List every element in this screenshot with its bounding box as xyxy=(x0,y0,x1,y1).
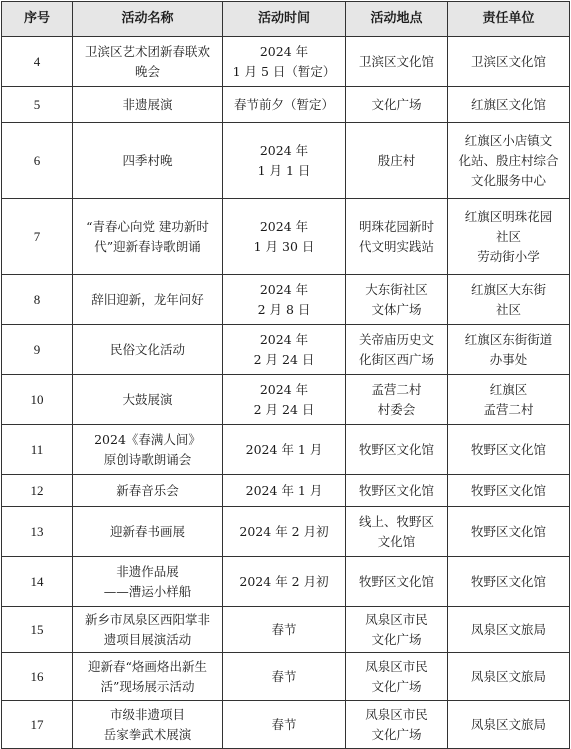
activity-name-cell: 非遗作品展 ——漕运小样船 xyxy=(73,557,223,607)
table-row xyxy=(2,123,570,199)
responsible-unit-cell: 牧野区文化馆 xyxy=(448,475,570,507)
activity-location-cell: 牧野区文化馆 xyxy=(346,425,448,475)
header-activity-time: 活动时间 xyxy=(223,2,346,37)
row-index-cell: 11 xyxy=(2,425,73,475)
responsible-unit-cell: 红旗区大东街 社区 xyxy=(448,275,570,325)
row-index-cell: 13 xyxy=(2,507,73,557)
row-index-cell: 7 xyxy=(2,199,73,275)
row-index-cell: 14 xyxy=(2,557,73,607)
responsible-unit-cell: 牧野区文化馆 xyxy=(448,557,570,607)
activity-location-cell: 凤泉区市民 文化广场 xyxy=(346,701,448,749)
activity-time-cell: 春节前夕（暂定） xyxy=(223,87,346,123)
activity-name-cell: 新乡市凤泉区西阳掌非 遗项目展演活动 xyxy=(73,607,223,653)
table-row xyxy=(2,701,570,749)
row-index-cell: 15 xyxy=(2,607,73,653)
table-row xyxy=(2,275,570,325)
activity-table xyxy=(1,1,570,749)
header-activity-name: 活动名称 xyxy=(73,2,223,37)
activity-name-cell: 辞旧迎新，龙年问好 xyxy=(73,275,223,325)
table-row xyxy=(2,199,570,275)
row-index-cell: 5 xyxy=(2,87,73,123)
table-row xyxy=(2,557,570,607)
activity-location-cell: 牧野区文化馆 xyxy=(346,557,448,607)
activity-location-cell: 卫滨区文化馆 xyxy=(346,37,448,87)
activity-name-cell: 民俗文化活动 xyxy=(73,325,223,375)
responsible-unit-cell: 红旗区文化馆 xyxy=(448,87,570,123)
activity-time-cell: 2024 年 2 月初 xyxy=(223,507,346,557)
table-row xyxy=(2,37,570,87)
row-index-cell: 4 xyxy=(2,37,73,87)
header-index: 序号 xyxy=(2,2,73,37)
activity-time-cell: 2024 年 2 月初 xyxy=(223,557,346,607)
activity-name-cell: 大鼓展演 xyxy=(73,375,223,425)
activity-location-cell: 凤泉区市民 文化广场 xyxy=(346,653,448,701)
activity-time-cell: 春节 xyxy=(223,607,346,653)
table-row xyxy=(2,425,570,475)
responsible-unit-cell: 牧野区文化馆 xyxy=(448,507,570,557)
activity-time-cell: 2024 年 2 月 24 日 xyxy=(223,375,346,425)
activity-time-cell: 2024 年 1 月 5 日（暂定） xyxy=(223,37,346,87)
activity-location-cell: 文化广场 xyxy=(346,87,448,123)
row-index-cell: 17 xyxy=(2,701,73,749)
responsible-unit-cell: 红旗区 孟营二村 xyxy=(448,375,570,425)
table-row xyxy=(2,475,570,507)
table-row xyxy=(2,653,570,701)
table-row xyxy=(2,375,570,425)
activity-time-cell: 2024 年 1 月 30 日 xyxy=(223,199,346,275)
activity-location-cell: 孟营二村 村委会 xyxy=(346,375,448,425)
responsible-unit-cell: 凤泉区文旅局 xyxy=(448,653,570,701)
activity-location-cell: 殷庄村 xyxy=(346,123,448,199)
activity-location-cell: 线上、牧野区 文化馆 xyxy=(346,507,448,557)
activity-time-cell: 春节 xyxy=(223,701,346,749)
responsible-unit-cell: 凤泉区文旅局 xyxy=(448,701,570,749)
responsible-unit-cell: 牧野区文化馆 xyxy=(448,425,570,475)
row-index-cell: 12 xyxy=(2,475,73,507)
table-row xyxy=(2,607,570,653)
activity-location-cell: 大东街社区 文体广场 xyxy=(346,275,448,325)
activity-time-cell: 2024 年 1 月 xyxy=(223,425,346,475)
responsible-unit-cell: 凤泉区文旅局 xyxy=(448,607,570,653)
table-row xyxy=(2,87,570,123)
activity-name-cell: 迎新春“烙画烙出新生 活”现场展示活动 xyxy=(73,653,223,701)
activity-name-cell: 市级非遗项目 岳家拳武术展演 xyxy=(73,701,223,749)
header-activity-location: 活动地点 xyxy=(346,2,448,37)
row-index-cell: 9 xyxy=(2,325,73,375)
activity-name-cell: 非遗展演 xyxy=(73,87,223,123)
table-header-row xyxy=(2,2,570,37)
activity-name-cell: 2024《春满人间》 原创诗歌朗诵会 xyxy=(73,425,223,475)
activity-name-cell: 卫滨区艺术团新春联欢 晚会 xyxy=(73,37,223,87)
activity-location-cell: 牧野区文化馆 xyxy=(346,475,448,507)
row-index-cell: 6 xyxy=(2,123,73,199)
activity-time-cell: 春节 xyxy=(223,653,346,701)
responsible-unit-cell: 卫滨区文化馆 xyxy=(448,37,570,87)
activity-time-cell: 2024 年 1 月 1 日 xyxy=(223,123,346,199)
activity-name-cell: 四季村晚 xyxy=(73,123,223,199)
table-row xyxy=(2,325,570,375)
activity-name-cell: 迎新春书画展 xyxy=(73,507,223,557)
responsible-unit-cell: 红旗区东街街道 办事处 xyxy=(448,325,570,375)
activity-time-cell: 2024 年 2 月 8 日 xyxy=(223,275,346,325)
activity-location-cell: 明珠花园新时 代文明实践站 xyxy=(346,199,448,275)
activity-time-cell: 2024 年 1 月 xyxy=(223,475,346,507)
row-index-cell: 10 xyxy=(2,375,73,425)
table-row xyxy=(2,507,570,557)
activity-location-cell: 关帝庙历史文 化街区西广场 xyxy=(346,325,448,375)
responsible-unit-cell: 红旗区明珠花园 社区 劳动街小学 xyxy=(448,199,570,275)
row-index-cell: 16 xyxy=(2,653,73,701)
table-body xyxy=(2,37,570,749)
header-responsible-unit: 责任单位 xyxy=(448,2,570,37)
row-index-cell: 8 xyxy=(2,275,73,325)
responsible-unit-cell: 红旗区小店镇文 化站、殷庄村综合 文化服务中心 xyxy=(448,123,570,199)
activity-name-cell: “青春心向党 建功新时 代”迎新春诗歌朗诵 xyxy=(73,199,223,275)
activity-name-cell: 新春音乐会 xyxy=(73,475,223,507)
activity-time-cell: 2024 年 2 月 24 日 xyxy=(223,325,346,375)
activity-location-cell: 凤泉区市民 文化广场 xyxy=(346,607,448,653)
